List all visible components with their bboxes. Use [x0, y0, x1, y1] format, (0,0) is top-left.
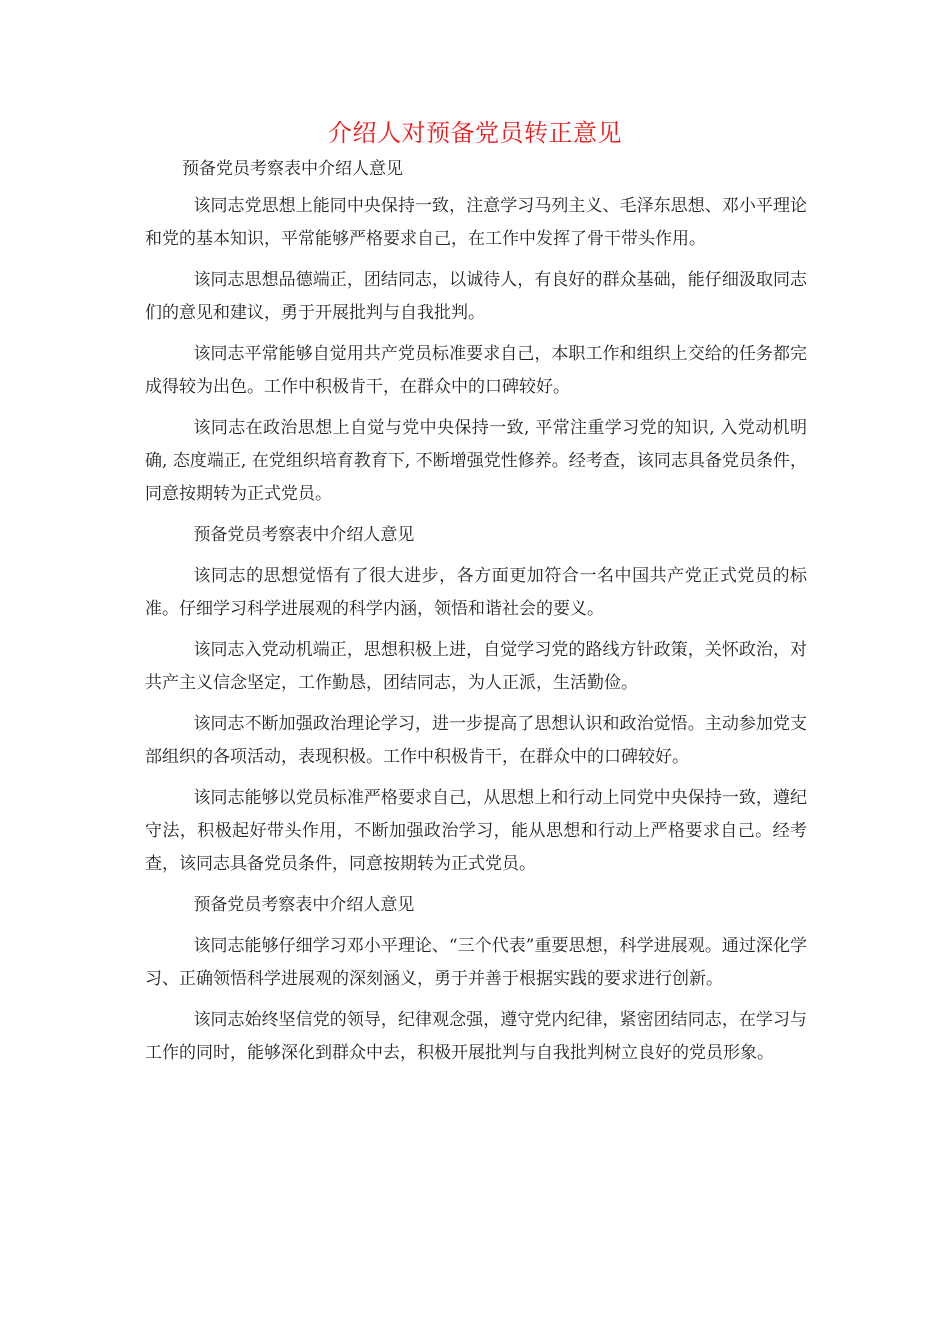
paragraph: 该同志不断加强政治理论学习，进一步提高了思想认识和政治觉悟。主动参加党支部组织的各项活动，表现积极。工作中积极肯干，在群众中的口碑较好。 — [145, 714, 807, 767]
paragraph: 该同志始终坚信党的领导，纪律观念强，遵守党内纪律，紧密团结同志，在学习与工作的同时，能够深化到群众中去，积极开展批判与自我批判树立良好的党员形象。 — [145, 1010, 807, 1063]
paragraph: 该同志能够以党员标准严格要求自己，从思想上和行动上同党中央保持一致，遵纪守法，积极起好带头作用，不断加强政治学习，能从思想和行动上严格要求自己。经考查，该同志具备党员条件，同意按期转为正式党员。 — [145, 788, 807, 874]
paragraph: 该同志平常能够自觉用共产党员标准要求自己，本职工作和组织上交给的任务都完成得较为出色。工作中积极肯干，在群众中的口碑较好。 — [145, 344, 807, 397]
paragraph: 该同志思想品德端正，团结同志，以诚待人，有良好的群众基础，能仔细汲取同志们的意见和建议，勇于开展批判与自我批判。 — [145, 270, 807, 323]
paragraph: 该同志在政治思想上自觉与党中央保持一致, 平常注重学习党的知识, 入党动机明确, 态度端正, 在党组织培育教育下, 不断增强党性修养。经考查，该同志具备党员条件，同意按期转为正式党员。 — [145, 418, 807, 504]
document-body — [145, 190, 807, 1078]
section-heading: 预备党员考察表中介绍人意见 — [193, 525, 415, 545]
paragraph: 该同志能够仔细学习邓小平理论、“三个代表”重要思想，科学进展观。通过深化学习、正确领悟科学进展观的深刻涵义，勇于并善于根据实践的要求进行创新。 — [145, 936, 807, 989]
paragraph: 该同志党思想上能同中央保持一致，注意学习马列主义、毛泽东思想、邓小平理论和党的基本知识，平常能够严格要求自己，在工作中发挥了骨干带头作用。 — [145, 196, 807, 249]
section-heading: 预备党员考察表中介绍人意见 — [193, 895, 415, 915]
document-subtitle: 预备党员考察表中介绍人意见 — [182, 159, 403, 179]
paragraph: 该同志入党动机端正，思想积极上进，自觉学习党的路线方针政策，关怀政治，对共产主义信念坚定，工作勤恳，团结同志，为人正派，生活勤俭。 — [145, 640, 807, 693]
document-title: 介绍人对预备党员转正意见 — [328, 119, 622, 147]
paragraph: 该同志的思想觉悟有了很大进步，各方面更加符合一名中国共产党正式党员的标准。仔细学习科学进展观的科学内涵，领悟和谐社会的要义。 — [145, 566, 807, 619]
